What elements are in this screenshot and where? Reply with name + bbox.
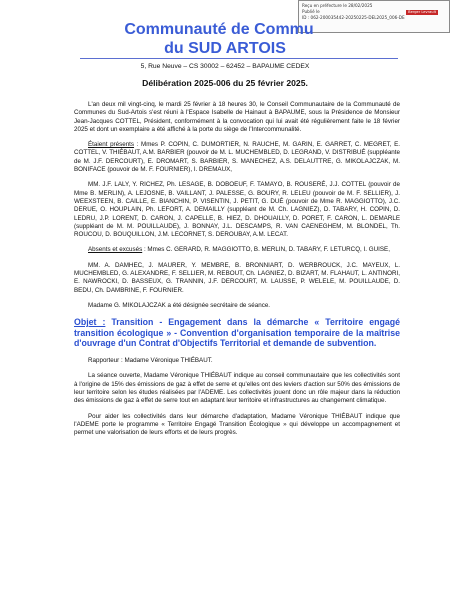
document-body <box>74 101 400 444</box>
rapporteur-line: Rapporteur : Madame Véronique THIÉBAUT. <box>88 357 213 365</box>
intro-paragraph: L'an deux mil vingt-cinq, le mardi 25 février à 18 heures 30, le Conseil Communautaire de la Communauté de Communes du Sud-Artois s'est réuni à l'Espace Isabelle de Hainaut à BAPAUME, sous la Présidence de Monsieur Jean-Jacques COTTEL, Président, conformément à la convocation qui lui avait été régulièrement faite le 18 février 2025 et dont un exemplaire a été affiché à la porte du siège de l'Intercommunalité. <box>74 101 400 133</box>
stamp-published-line: Publié le <box>302 9 320 15</box>
header-title-line2: du SUD ARTOIS <box>164 40 286 57</box>
present-label: Étaient présents <box>88 141 135 149</box>
stamp-received-line: Reçu en préfecture le 28/02/2025 <box>302 3 373 8</box>
objet-text: Transition - Engagement dans la démarche « Territoire engagé transition écologique » - Convention d'organisation temporaire de la maîtrise d'ouvrage d'un Contrat d'Objectifs Territorial et demande de subvention. <box>74 317 400 349</box>
present-list-women: : Mmes P. COPIN, C. DUMORTIER, N. RAUCHE, M. GARIN, E. GARRET, C. MEGRET, E. COTTEL, V. THIÉBAUT, A.M. BARBIER (pouvoir de M. L. MUCHEMBLED, D. LEGRAND, V. DISTRIBUÉ (suppléante de M. J.F. DERCOURT), E. DROMART, S. BARBIER, S. MANECHEZ, A.S. DELAUTTRE, G. MIKOLAJCZAK, M. BONIFACE (pouvoir de M. F. FOURNIER), I. DREMAUX, <box>74 141 400 174</box>
header-divider <box>80 58 398 59</box>
present-list-men: MM. J.F. LALY, Y. RICHEZ, Ph. LESAGE, B. DOBOEUF, F. TAMAYO, B. ROUSERÉ, J.J. COTTEL (pouvoir de Mme B. MERLIN), A. LEJOSNE, B. VAILLANT, J. PALESSE, G. BOURY, R. LELEU (pouvoir de M. F. SELLIER), J. WEEXSTEEN, B. CAILLE, E. BIANCHIN, P. VISENTIN, J. PETIT, G. DUÉ (pouvoir de Mme R. MAGGIOTTO), J.C. DERUE, O. HOUPLAIN, Ph. LEFORT, A. DEMAILLY (suppléant de M. Ch. LAGNIEZ), D. TABARY, H. COPIN, D. LEDRU, J.P. LORENT, D. CARON, J. CAPELLE, B. HIEZ, D. DHOUAILLY, D. PORET, F. CARON, L. DEMARLE (suppléant de M. M. POUILLAUDE), J. BONNAY, J.L. DESCAMPS, R. VAN CAENEGHEM, M. BLONDEL, Th. ROUCOU, D. BOUQUILLON, J.M. LECORNET, S. DEROUBAY, A.M. LECAT. <box>74 181 400 239</box>
absent-list-men: MM. A. DAMHEC, J. MAURER, Y. MEMBRE, B. BRONNIART, D. WERBROUCK, J.C. MAYEUX, L. MUCHEMBLED, G. ALEXANDRE, F. SELLIER, M. REBOUT, Ch. LAGNIEZ, D. BIZART, M. FLAHAUT, L. ANTINORI, E. NAWROCKI, D. BASSEUX, G. TRANNIN, J.F. DERCOURT, M. LAUSSE, P. WELELE, M. POUILLAUDE, D. BEDU, Ch. DAMBRINE, F. FOURNIER. <box>74 261 400 294</box>
stamp-id-line: ID : 062-200035442-20250225-DEL2025_006-DE <box>302 15 405 21</box>
stamp-logo-badge: Berger Levrault <box>408 9 436 14</box>
absent-label: Absents et excusés <box>88 246 143 254</box>
absent-paragraph <box>74 246 400 254</box>
paragraph-emissions: La séance ouverte, Madame Véronique THIÉBAUT indique au conseil communautaire que les collectivités sont à l'origine de 15% des émissions de gaz à effet de serre et qu'elles ont des leviers d'action sur 50% des émissions de leur territoire selon les études réalisées par l'ADEME. Les collectivités jouent donc un rôle majeur dans la réduction des émissions de gaz à effet de serre tout en adaptant leur territoire et infrastructures au changement climatique. <box>74 372 400 405</box>
paragraph-ademe-program: Pour aider les collectivités dans leur démarche d'adaptation, Madame Véronique THIÉBAUT indique que l'ADEME porte le programme « Territoire Engagé Transition Écologique » qui développe un accompagnement et permet une valorisation de leurs efforts et de leurs progrès. <box>74 412 400 437</box>
header-title-line1: Communauté de Commu <box>124 21 314 38</box>
objet-label: Objet : <box>74 317 106 328</box>
secretary-line: Madame G. MIKOLAJCZAK a été désignée secrétaire de séance. <box>88 301 271 309</box>
document-header <box>0 20 450 58</box>
absent-list-women: : Mmes C. GERARD, R. MAGGIOTTO, B. MERLIN, D. TABARY, F. LETURCQ, I. GUISE, <box>142 246 390 254</box>
address-line: 5, Rue Neuve – CS 30002 – 62452 – BAPAUME CEDEX <box>140 63 310 70</box>
present-paragraph <box>74 141 400 174</box>
deliberation-title: Délibération 2025-006 du 25 février 2025. <box>142 78 308 88</box>
objet-heading <box>74 317 400 349</box>
